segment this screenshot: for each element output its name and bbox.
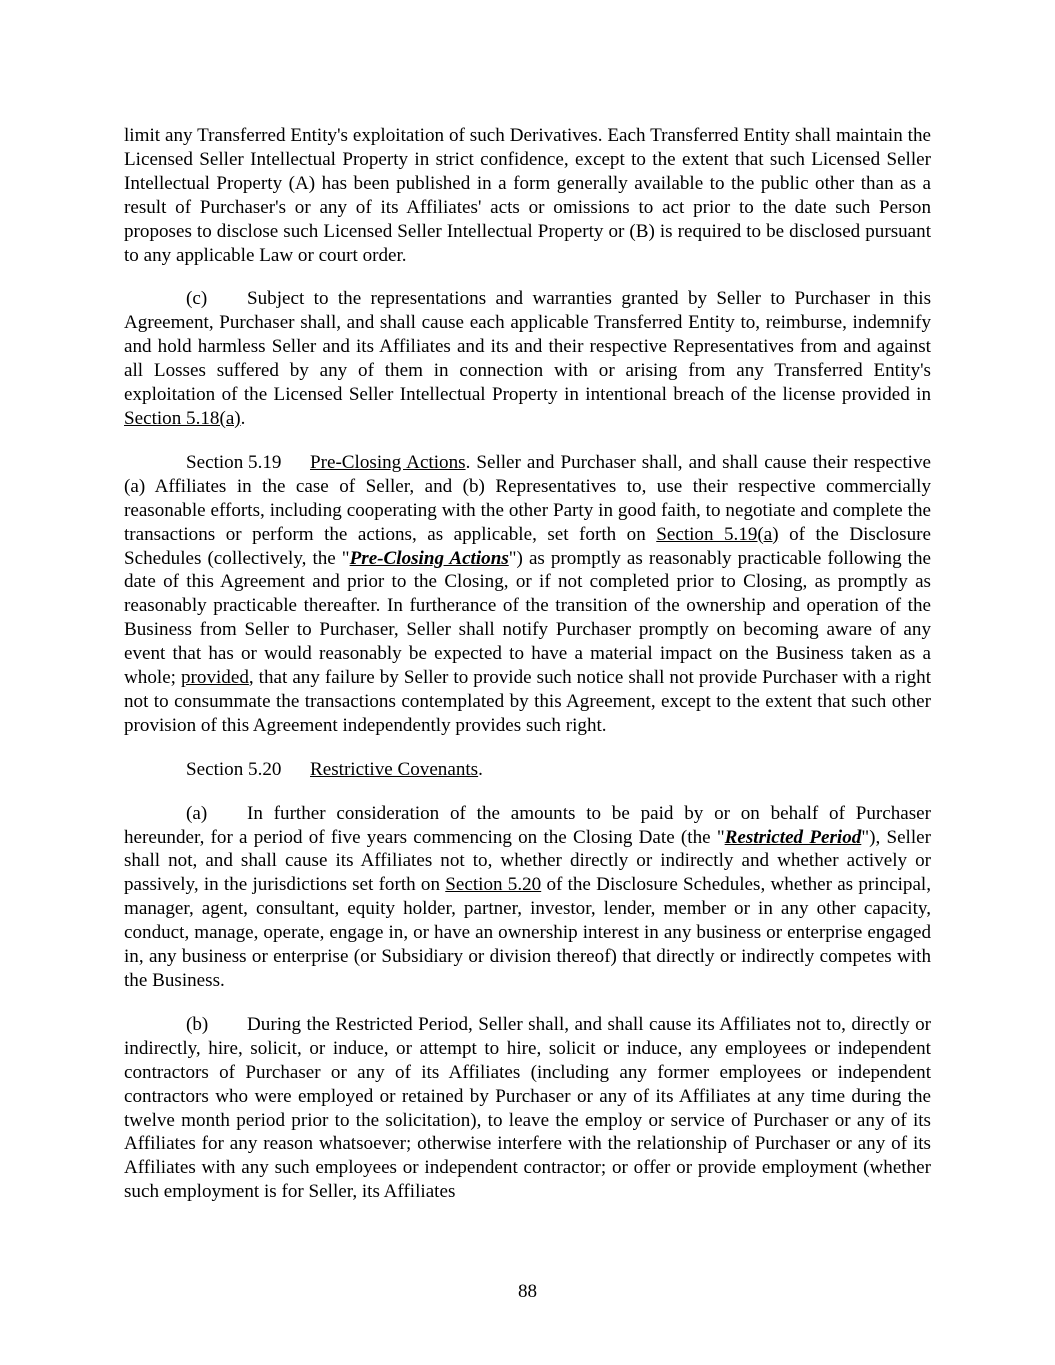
paragraph-text: of the Disclosure Schedules, whether as principal, manager, agent, consultant, equity holder, partner, investor, lender, member or in any other capacity, conduct, manage, operate, engage in, or have an ownership interest in any business or enterprise engaged in, any business or enterprise (or Subsidiary or division thereof) that directly or indirectly competes with the Business. <box>124 874 931 991</box>
page-number: 88 <box>517 1281 538 1302</box>
defined-term: Pre-Closing Actions <box>349 547 509 569</box>
paragraph-text: , that any failure by Seller to provide such notice shall not provide Purchaser with a right not to consummate the transactions contemplated by this Agreement, except to the extent that such other provision of this Agreement independently provides such right. <box>124 667 931 736</box>
paragraph-text: limit any Transferred Entity's exploitation of such Derivatives. Each Transferred Entity shall maintain the Licensed Seller Intellectual Property in strict confidence, except to the extent that such Licensed Seller Intellectual Property (A) has been published in a form generally available to the public other than as a result of Purchaser's or any of its Affiliates' acts or omissions to act prior to the date such Person proposes to disclose such Licensed Seller Intellectual Property or (B) is required to be disclosed pursuant to any applicable Law or court order. <box>124 125 931 266</box>
subsection-label: (b) <box>186 1013 209 1035</box>
document-page <box>124 124 931 1204</box>
paragraph-text: of the Disclosure Schedules (collectively, the " <box>124 523 931 569</box>
defined-term: Restricted Period <box>724 826 862 848</box>
paragraph-text: Subject to the representations and warranties granted by Seller to Purchaser in this Agreement, Purchaser shall, and shall cause each applicable Transferred Entity to, reimburse, indemnify and hold harmless Seller and its Affiliates and its and their respective Representatives from and against all Losses suffered by any of them in connection with or arising from any Transferred Entity's exploitation of the Licensed Seller Intellectual Property in intentional breach of the license provided in <box>124 288 931 406</box>
subsection-label: (c) <box>186 288 208 310</box>
section-5-20-heading <box>124 758 931 782</box>
section-reference: Section 5.18(a) <box>124 407 241 429</box>
paragraph-text: . Seller and Purchaser shall, and shall cause their respective (a) Affiliates in the case of Seller, and (b) Representatives to, use their respective commercially reasonable efforts, including cooperating with the other Party in good faith, to negotiate and complete the transactions or perform the actions, as applicable, set forth on <box>124 451 931 545</box>
subsection-label: (a) <box>186 802 208 824</box>
paragraph-text: "), Seller shall not, and shall cause its Affiliates not to, whether directly or indirectly and whether actively or passively, in the jurisdictions set forth on <box>124 826 931 896</box>
section-reference: Section 5.19(a) <box>656 523 779 545</box>
section-reference: Section 5.20 <box>445 874 542 896</box>
paragraph-continuation <box>124 124 931 267</box>
paragraph-text: In further consideration of the amounts to be paid by or on behalf of Purchaser hereunder, for a period of five years commencing on the Closing Date (the " <box>124 802 931 848</box>
section-heading: Pre-Closing Actions <box>310 451 466 473</box>
subsection-b <box>124 1013 931 1204</box>
paragraph-text: During the Restricted Period, Seller shall, and shall cause its Affiliates not to, directly or indirectly, hire, solicit, or induce, or attempt to hire, solicit or induce, any employees or independent contractors of Purchaser or any of its Affiliates (including any former employees or independent contractors who were employed or retained by Purchaser or any of its Affiliates at any time during the twelve month period prior to the solicitation), to leave the employ or service of Purchaser or any of its Affiliates for any reason whatsoever; otherwise interfere with the relationship of Purchaser or any of its Affiliates with any such employees or independent contractor; or offer or provide employment (whether such employment is for Seller, its Affiliates <box>124 1013 931 1203</box>
paragraph-text: ") as promptly as reasonably practicable following the date of this Agreement and prior to the Closing, or if not completed prior to Closing, as promptly as reasonably practicable thereafter. In furtherance of the transition of the ownership and operation of the Business from Seller to Purchaser, Seller shall notify Purchaser promptly on becoming aware of any event that has or would reasonably be expected to have a material impact on the Business taken as a whole; <box>124 547 931 689</box>
subsection-a <box>124 802 931 993</box>
proviso-term: provided <box>181 667 249 689</box>
punctuation: . <box>240 407 246 429</box>
punctuation: . <box>478 758 483 780</box>
section-heading: Restrictive Covenants <box>310 758 479 780</box>
section-5-19 <box>124 451 931 738</box>
section-number: Section 5.19 <box>186 451 282 473</box>
subsection-c <box>124 287 931 430</box>
section-number: Section 5.20 <box>186 758 282 780</box>
